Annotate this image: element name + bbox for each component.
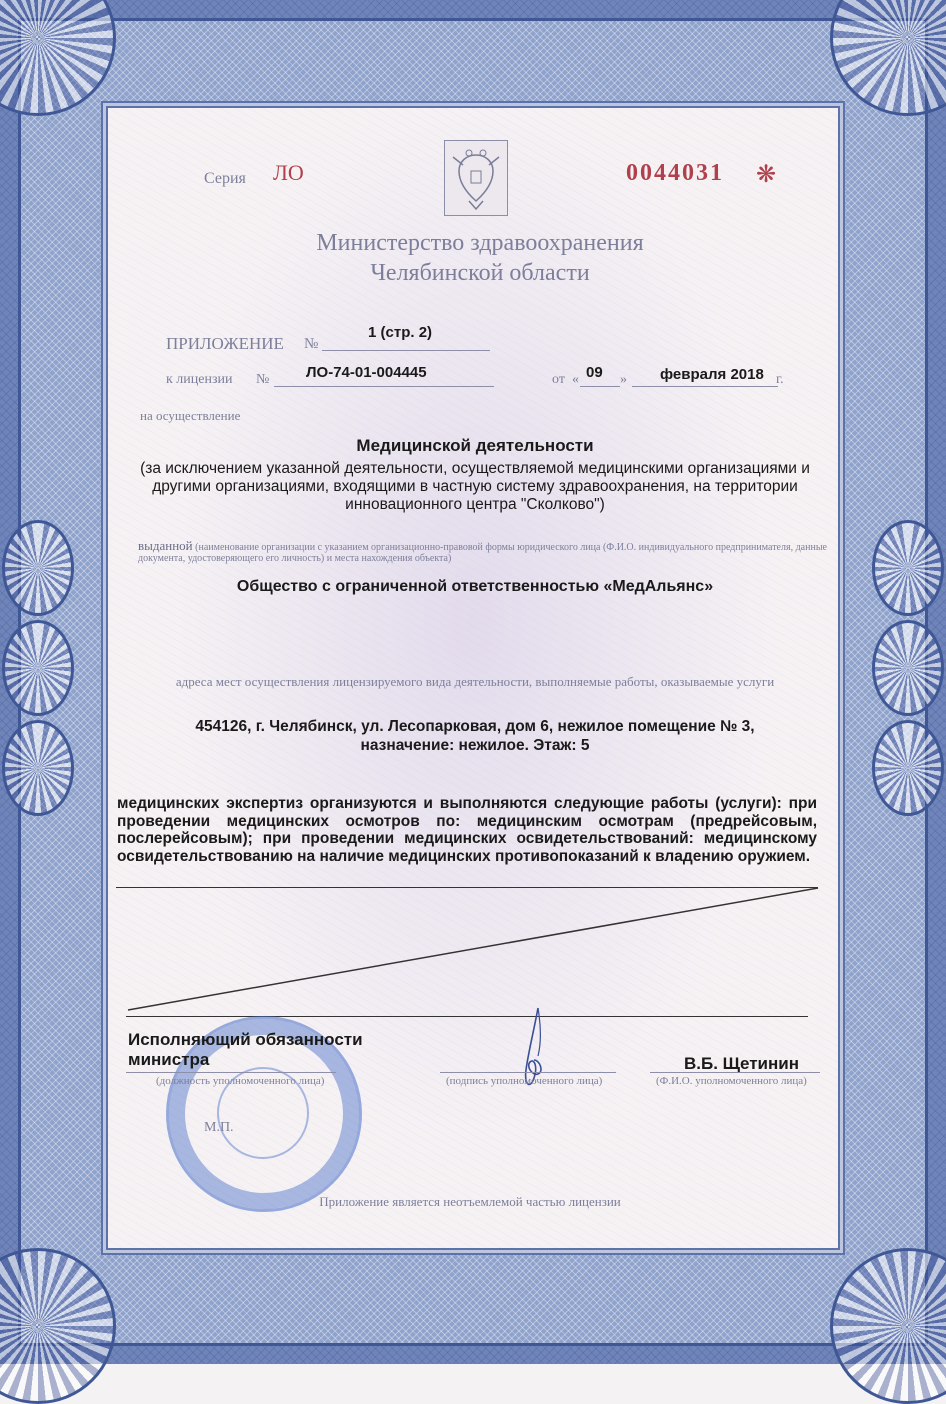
license-number: ЛО-74-01-004445 [306,364,427,381]
signature-underline [440,1072,616,1073]
coat-of-arms-icon [444,140,508,216]
stamp-place-label: М.П. [204,1120,234,1135]
appendix-value: 1 (стр. 2) [368,324,433,341]
appendix-label: ПРИЛОЖЕНИЕ [166,334,284,353]
license-number-underline [274,386,494,387]
activity-description: (за исключением указанной деятельности, осуществляемой медицинскими организациями и другими организациями, входящими в частную систему здравоохранения, на территории инновационного центра "Сколково") [140,460,810,513]
position-hint: (должность уполномоченного лица) [156,1075,325,1087]
side-medallion-left-upper [2,520,74,616]
side-medallion-left-lower [2,720,74,816]
blank-area-strike-line [110,884,830,1024]
side-medallion-right-middle [872,620,944,716]
quote-open: « [572,372,579,387]
side-medallion-right-upper [872,520,944,616]
series-label: Серия [204,170,246,187]
issuer-line-2: Челябинской области [370,260,590,286]
signature-hint: (подпись уполномоченного лица) [446,1075,603,1087]
issued-to-label: выданной [138,538,193,553]
license-from-label: от [552,372,565,387]
activity-label: на осуществление [140,408,241,423]
side-medallion-right-lower [872,720,944,816]
signatory-position-line-1: Исполняющий обязанности [128,1030,363,1049]
appendix-underline [322,350,490,351]
name-hint: (Ф.И.О. уполномоченного лица) [656,1075,807,1087]
services-text: медицинских экспертиз организуются и выполняются следующие работы (услуги): при проведении медицинских осмотров по: медицинским осмотрам (предрейсовым, послерейсовым); при проведении медицинских освидетельствований: медицинскому освидетельствованию на наличие медицинских противопоказаний к владению оружием. [117,795,817,865]
appendix-number-sign: № [304,336,319,352]
handwritten-signature [504,1000,564,1110]
signatory-position [128,1030,363,1070]
signatory-name: В.Б. Щетинин [684,1054,799,1073]
footer-note: Приложение является неотъемлемой частью лицензии [319,1194,621,1209]
issued-to-hint: (наименование организации с указанием организационно-правовой формы юридического лица (Ф.И.О. индивидуального предпринимателя, данные документа, удостоверяющего его личность) и места нахождения объекта) [138,542,827,564]
addresses-label: адреса мест осуществления лицензируемого вида деятельности, выполняемые работы, оказываемые услуги [175,674,775,689]
issued-to-block [138,540,828,564]
name-underline [650,1072,820,1073]
organization-name: Общество с ограниченной ответственностью «МедАльянс» [236,578,714,595]
license-day: 09 [586,364,603,381]
license-label: к лицензии [166,372,233,387]
signatory-position-line-2: министра [128,1050,210,1069]
license-blank-number: 0044031 [626,160,724,186]
star-mark: ❋ [756,161,777,188]
signature-top-rule [126,1016,808,1017]
year-suffix: г. [776,372,784,387]
quote-close: » [620,372,627,387]
side-medallion-left-middle [2,620,74,716]
license-month-year: февраля 2018 [660,366,764,383]
day-underline [580,386,620,387]
address-line-1: 454126, г. Челябинск, ул. Лесопарковая, дом 6, нежилое помещение № 3, [195,718,755,735]
month-underline [632,386,778,387]
license-number-sign: № [256,372,270,387]
series-value: ЛО [273,160,304,185]
issuer-line-1: Министерство здравоохранения [316,230,644,256]
activity-title: Медицинской деятельности [356,436,594,455]
issuer-block [200,228,760,288]
address-line-2: назначение: нежилое. Этаж: 5 [360,737,590,754]
position-underline [126,1072,336,1073]
